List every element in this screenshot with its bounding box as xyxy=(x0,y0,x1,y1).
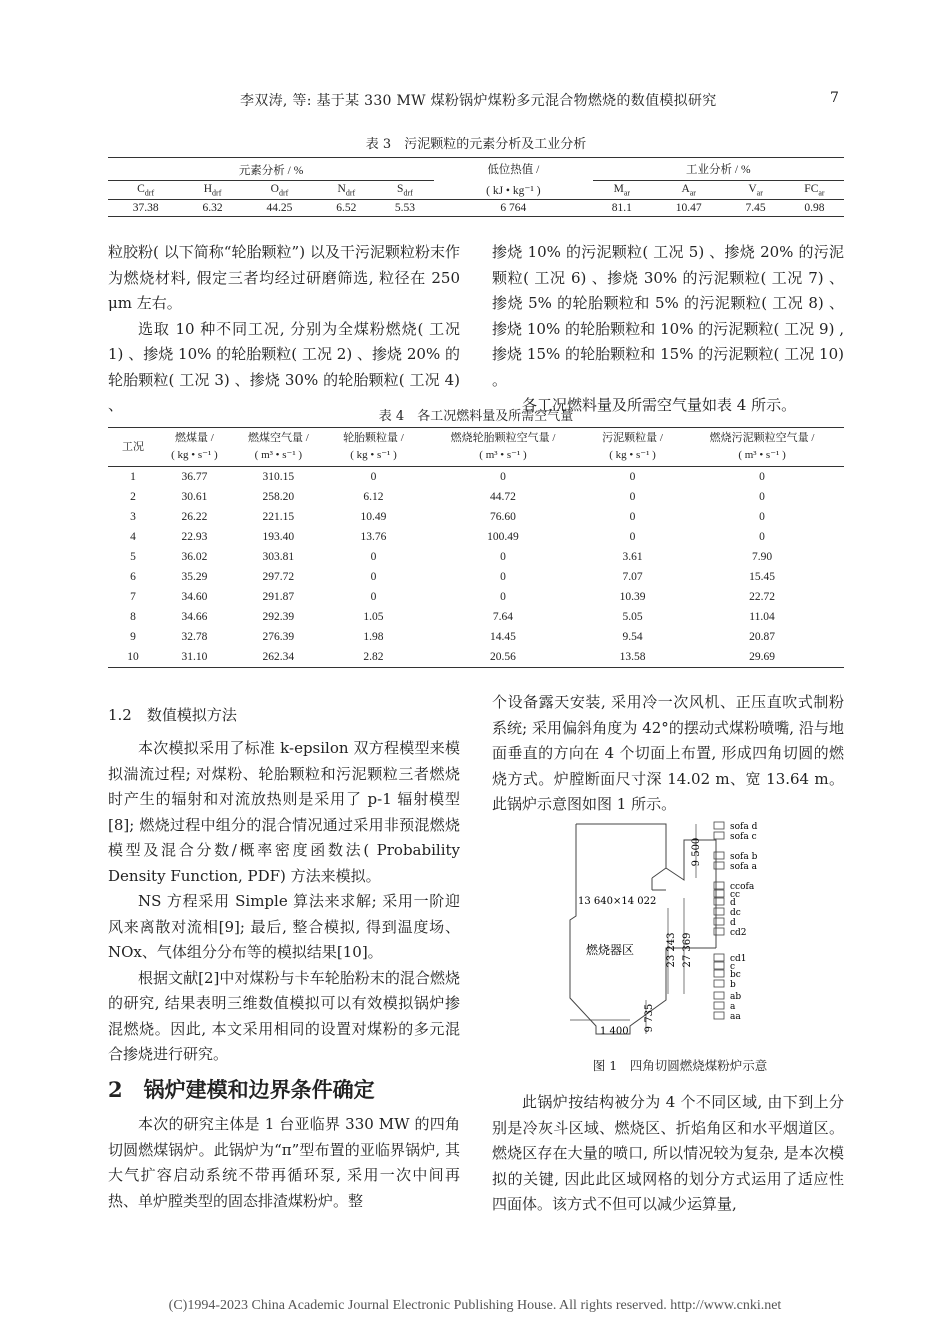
t4-cell: 76.60 xyxy=(490,511,516,523)
nozzle-label: c xyxy=(730,962,736,972)
t4-cell: 6 xyxy=(130,571,136,583)
t4-cell: 13.58 xyxy=(619,651,646,663)
paragraph: 本次的研究主体是 1 台亚临界 330 MW 的四角切圆燃煤锅炉。此锅炉为“π”型布置的亚临界锅炉, 其大气扩容启动系统不带再循环泵, 采用一次中间再热、单炉膛类型的固态排渣煤粉炉。整 xyxy=(108,1115,460,1210)
t4-cell: 7.90 xyxy=(751,551,773,563)
nozzle-label: dc xyxy=(730,908,741,918)
t4-cell: 13.76 xyxy=(360,531,387,543)
t4-cell: 20.87 xyxy=(749,631,775,643)
nozzle-label: a xyxy=(730,1002,736,1012)
nozzle-marker xyxy=(714,970,724,977)
t3-col: $FC_{ar}$ xyxy=(804,183,825,198)
nozzle-label: sofa c xyxy=(730,832,757,842)
t4-cell: 7.07 xyxy=(622,571,643,583)
t3-cell: 5.53 xyxy=(394,202,415,215)
table-row xyxy=(108,507,844,527)
t4-cell: 20.56 xyxy=(490,651,516,663)
t3-group-heat: 低位热值 / xyxy=(487,164,540,177)
t4-cell: 0 xyxy=(500,471,506,483)
t4-cell: 0 xyxy=(629,491,636,503)
table-row xyxy=(108,587,844,607)
table-row xyxy=(108,547,844,567)
nozzle-label: bc xyxy=(730,970,741,980)
t4-cell: 193.40 xyxy=(262,531,295,543)
table-row xyxy=(108,607,844,627)
t4-cell: 6.12 xyxy=(363,491,384,503)
right-col-upper xyxy=(492,240,844,419)
t3-col: $H_{drf}$ xyxy=(203,183,222,198)
t4-cell: 7.64 xyxy=(492,611,514,623)
t3-col: $S_{drf}$ xyxy=(397,183,413,198)
t4-cell: 303.81 xyxy=(262,551,295,563)
t4-cell: 0 xyxy=(759,531,765,543)
t4-header: 燃烧污泥颗粒空气量 / ( m³ • s⁻¹ ) xyxy=(709,432,815,461)
t4-cell: 0 xyxy=(759,471,765,483)
nozzle-label: sofa a xyxy=(730,862,757,872)
paragraph: 根据文献[2]中对煤粉与卡车轮胎粉末的混合燃烧的研究, 结果表明三维数值模拟可以有效模拟锅炉掺混燃烧。因此, 本文采用相同的设置对煤粉的多元混合掺烧进行研究。 xyxy=(108,968,460,1063)
t4-cell: 15.45 xyxy=(749,571,775,583)
t4-cell: 262.34 xyxy=(262,651,295,663)
nozzle-marker xyxy=(714,822,724,829)
figure1-boiler-diagram xyxy=(566,820,794,1042)
table-row xyxy=(108,647,844,668)
dim-top: 9 500 xyxy=(691,837,702,867)
nozzle-label: cd2 xyxy=(730,928,747,938)
dim-a: 23 243 xyxy=(666,932,677,968)
zone-label: 燃烧器区 xyxy=(586,943,635,957)
t3-cell: 37.38 xyxy=(132,202,159,215)
t4-cell: 258.20 xyxy=(262,491,295,503)
t4-cell: 3 xyxy=(130,511,136,523)
t4-cell: 3.61 xyxy=(622,551,643,563)
t4-cell: 22.72 xyxy=(749,591,775,603)
paragraph: 各工况燃料量及所需空气量如表 4 所示。 xyxy=(522,396,797,414)
t4-cell: 7 xyxy=(130,591,136,603)
t4-cell: 1 xyxy=(130,471,136,483)
nozzle-marker xyxy=(714,1002,724,1009)
paragraph: 掺烧 10% 的污泥颗粒( 工况 5) 、掺烧 20% 的污泥颗粒( 工况 6) 、掺烧 30% 的污泥颗粒( 工况 7) 、掺烧 5% 的轮胎颗粒和 5% 的污泥颗粒( 工况 8) 、掺烧 10% 的轮胎颗粒和 10% 的污泥颗粒( 工况 9) , 掺烧 15% 的轮胎颗粒和 15% 的污泥颗粒( 工况 10) 。 xyxy=(492,243,844,389)
t4-cell: 310.15 xyxy=(262,471,295,483)
t3-cell: 44.25 xyxy=(266,202,293,215)
t3-cell: 10.47 xyxy=(675,202,702,215)
t4-header: 燃煤空气量 / ( m³ • s⁻¹ ) xyxy=(247,432,309,461)
t3-col: $M_{ar}$ xyxy=(613,183,631,198)
left-col-bottom xyxy=(108,1112,460,1214)
table3-caption: 表 3 污泥颗粒的元素分析及工业分析 xyxy=(365,137,587,152)
paragraph: 此锅炉按结构被分为 4 个不同区域, 由下到上分别是冷灰斗区域、燃烧区、折焰角区和水平烟道区。燃烧区存在大量的喷口, 所以情况较为复杂, 是本次模拟的关键, 因此此区域网格的划分方式运用了适应性四面体。该方式不但可以减少运算量, xyxy=(492,1093,844,1213)
t4-cell: 4 xyxy=(130,531,136,543)
nozzle-marker xyxy=(714,832,724,839)
t3-cell: 6.52 xyxy=(336,202,357,215)
dim-b: 27 369 xyxy=(682,932,693,968)
nozzle-label: sofa b xyxy=(730,852,758,862)
t4-cell: 0 xyxy=(759,491,765,503)
section-2-heading: 2 锅炉建模和边界条件确定 xyxy=(108,1077,375,1102)
t4-cell: 10.49 xyxy=(360,511,387,523)
t4-cell: 22.93 xyxy=(181,531,208,543)
nozzle-marker xyxy=(714,1012,724,1019)
nozzle-marker xyxy=(714,962,724,969)
t4-header: 轮胎颗粒量 / ( kg • s⁻¹ ) xyxy=(343,432,404,461)
t4-cell: 0 xyxy=(500,591,506,603)
figure1-caption: 图 1 四角切圆燃烧煤粉炉示意 xyxy=(592,1058,768,1073)
t4-cell: 297.72 xyxy=(262,571,295,583)
t4-cell: 0 xyxy=(370,591,377,603)
t4-cell: 2.82 xyxy=(363,651,384,663)
t3-cell: 6.32 xyxy=(202,202,223,215)
dim-bottom: 1 400 xyxy=(600,1026,629,1037)
table4 xyxy=(108,427,844,668)
nozzle-marker xyxy=(714,980,724,987)
t4-cell: 26.22 xyxy=(181,511,208,523)
t4-cell: 29.69 xyxy=(749,651,775,663)
t4-header: 燃煤量 / ( kg • s⁻¹ ) xyxy=(171,432,218,461)
t3-col: $A_{ar}$ xyxy=(681,183,696,198)
t4-cell: 0 xyxy=(370,551,377,563)
t4-cell: 5 xyxy=(130,551,136,563)
t3-group-ind: 工业分析 / % xyxy=(593,158,844,181)
t4-cell: 5.05 xyxy=(622,611,643,623)
t3-col: $V_{ar}$ xyxy=(748,183,763,198)
nozzle-marker xyxy=(714,954,724,961)
page-number: 7 xyxy=(830,90,839,106)
t4-cell: 32.78 xyxy=(181,631,208,643)
t3-cell: 7.45 xyxy=(745,202,766,215)
table-row xyxy=(108,487,844,507)
t4-cell: 292.39 xyxy=(262,611,295,623)
nozzle-label: b xyxy=(730,980,736,990)
t4-cell: 30.61 xyxy=(181,491,208,503)
t4-cell: 14.45 xyxy=(490,631,516,643)
left-col-lower xyxy=(108,736,460,1068)
t4-cell: 10.39 xyxy=(619,591,646,603)
nozzle-label: cc xyxy=(730,890,741,900)
t4-cell: 35.29 xyxy=(181,571,208,583)
nozzle-label: d xyxy=(730,898,736,908)
t4-cell: 221.15 xyxy=(262,511,295,523)
left-col-upper xyxy=(108,240,460,419)
table4-caption: 表 4 各工况燃料量及所需空气量 xyxy=(378,409,574,424)
dim-section: 13 640×14 022 xyxy=(578,896,657,907)
paragraph: 本次模拟采用了标准 k-epsilon 双方程模型来模拟湍流过程; 对煤粉、轮胎颗粒和污泥颗粒三者燃烧时产生的辐射和对流放热则是采用了 p-1 辐射模型[8]; 燃烧过程中组分的混合情况通过采用非预混燃烧模型及混合分数/概率密度函数法( Probability Density Function, PDF) 方法来模拟。 xyxy=(108,739,460,885)
t4-cell: 9 xyxy=(130,631,136,643)
t3-heat-unit: ( kJ • kg⁻¹ ) xyxy=(486,184,541,197)
table3 xyxy=(108,157,844,217)
running-title: 李双涛, 等: 基于某 330 MW 煤粉锅炉煤粉多元混合物燃烧的数值模拟研究 xyxy=(240,93,717,109)
t4-cell: 36.77 xyxy=(181,471,208,483)
t3-cell: 6 764 xyxy=(500,202,527,215)
t4-header: 污泥颗粒量 / ( kg • s⁻¹ ) xyxy=(602,432,663,461)
table-row xyxy=(108,527,844,547)
t4-cell: 1.05 xyxy=(363,611,384,623)
nozzle-label: aa xyxy=(730,1012,741,1022)
t4-cell: 11.04 xyxy=(749,611,775,623)
t4-cell: 36.02 xyxy=(181,551,208,563)
t4-cell: 34.60 xyxy=(181,591,208,603)
nozzle-label: ab xyxy=(730,992,742,1002)
t3-col: $N_{drf}$ xyxy=(337,183,356,198)
t4-cell: 0 xyxy=(629,531,636,543)
nozzle-label: sofa d xyxy=(730,822,758,832)
paragraph: 选取 10 种不同工况, 分别为全煤粉燃烧( 工况 1) 、掺烧 10% 的轮胎颗粒( 工况 2) 、掺烧 20% 的轮胎颗粒( 工况 3) 、掺烧 30% 的轮胎颗粒( 工况 4) 、 xyxy=(108,319,460,414)
paragraph: NS 方程采用 Simple 算法来求解; 采用一阶迎风来离散对流相[9]; 最后, 整合模拟, 得到温度场、NOx、气体组分分布等的模拟结果[10]。 xyxy=(108,892,460,961)
t3-group-elem: 元素分析 / % xyxy=(108,158,434,181)
nozzle-label: ccofa xyxy=(730,882,755,892)
t4-cell: 0 xyxy=(370,571,377,583)
dim-c: 9 735 xyxy=(644,1003,655,1033)
t4-cell: 100.49 xyxy=(487,531,519,543)
nozzle-marker xyxy=(714,992,724,999)
t4-cell: 1.98 xyxy=(363,631,384,643)
t4-cell: 0 xyxy=(629,471,636,483)
t4-cell: 0 xyxy=(500,571,506,583)
t3-cell: 81.1 xyxy=(611,202,632,215)
t3-cell: 0.98 xyxy=(804,202,825,215)
t4-cell: 291.87 xyxy=(262,591,295,603)
t4-header: 工况 xyxy=(122,440,144,453)
table-row xyxy=(108,567,844,587)
paragraph: 粒胶粉( 以下简称“轮胎颗粒”) 以及干污泥颗粒粉末作为燃烧材料, 假定三者均经过研磨筛选, 粒径在 250 μm 左右。 xyxy=(108,243,460,312)
right-col-lower xyxy=(492,690,844,818)
t4-cell: 31.10 xyxy=(181,651,208,663)
copyright-footer: (C)1994-2023 China Academic Journal Electronic Publishing House. All rights reserved. http://www.cnki.net xyxy=(168,1298,782,1313)
nozzle-label: cd1 xyxy=(730,954,747,964)
t4-cell: 2 xyxy=(130,491,136,503)
table-row xyxy=(108,467,844,488)
t4-cell: 9.54 xyxy=(622,631,643,643)
t4-cell: 0 xyxy=(370,471,377,483)
t3-col: $C_{drf}$ xyxy=(137,183,155,198)
paragraph: 个设备露天安装, 采用冷一次风机、正压直吹式制粉系统; 采用偏斜角度为 42°的摆动式煤粉喷嘴, 沿与地面垂直的方向在 4 个切面上布置, 形成四角切圆的燃烧方式。炉膛断面尺寸深 14.02 m、宽 13.64 m。此锅炉示意图如图 1 所示。 xyxy=(492,693,844,813)
section-1-2-heading: 1.2 数值模拟方法 xyxy=(108,706,237,724)
t3-col: $O_{drf}$ xyxy=(270,183,289,198)
t4-cell: 10 xyxy=(127,651,139,663)
t4-cell: 0 xyxy=(629,511,636,523)
t4-cell: 276.39 xyxy=(262,631,295,643)
t4-cell: 0 xyxy=(759,511,765,523)
t4-cell: 0 xyxy=(500,551,506,563)
nozzle-label: d xyxy=(730,918,736,928)
t4-cell: 44.72 xyxy=(490,491,516,503)
t4-header: 燃烧轮胎颗粒空气量 / ( m³ • s⁻¹ ) xyxy=(450,432,556,461)
t4-cell: 34.66 xyxy=(181,611,208,623)
t4-cell: 8 xyxy=(130,611,136,623)
right-col-bottom xyxy=(492,1090,844,1218)
table-row xyxy=(108,627,844,647)
